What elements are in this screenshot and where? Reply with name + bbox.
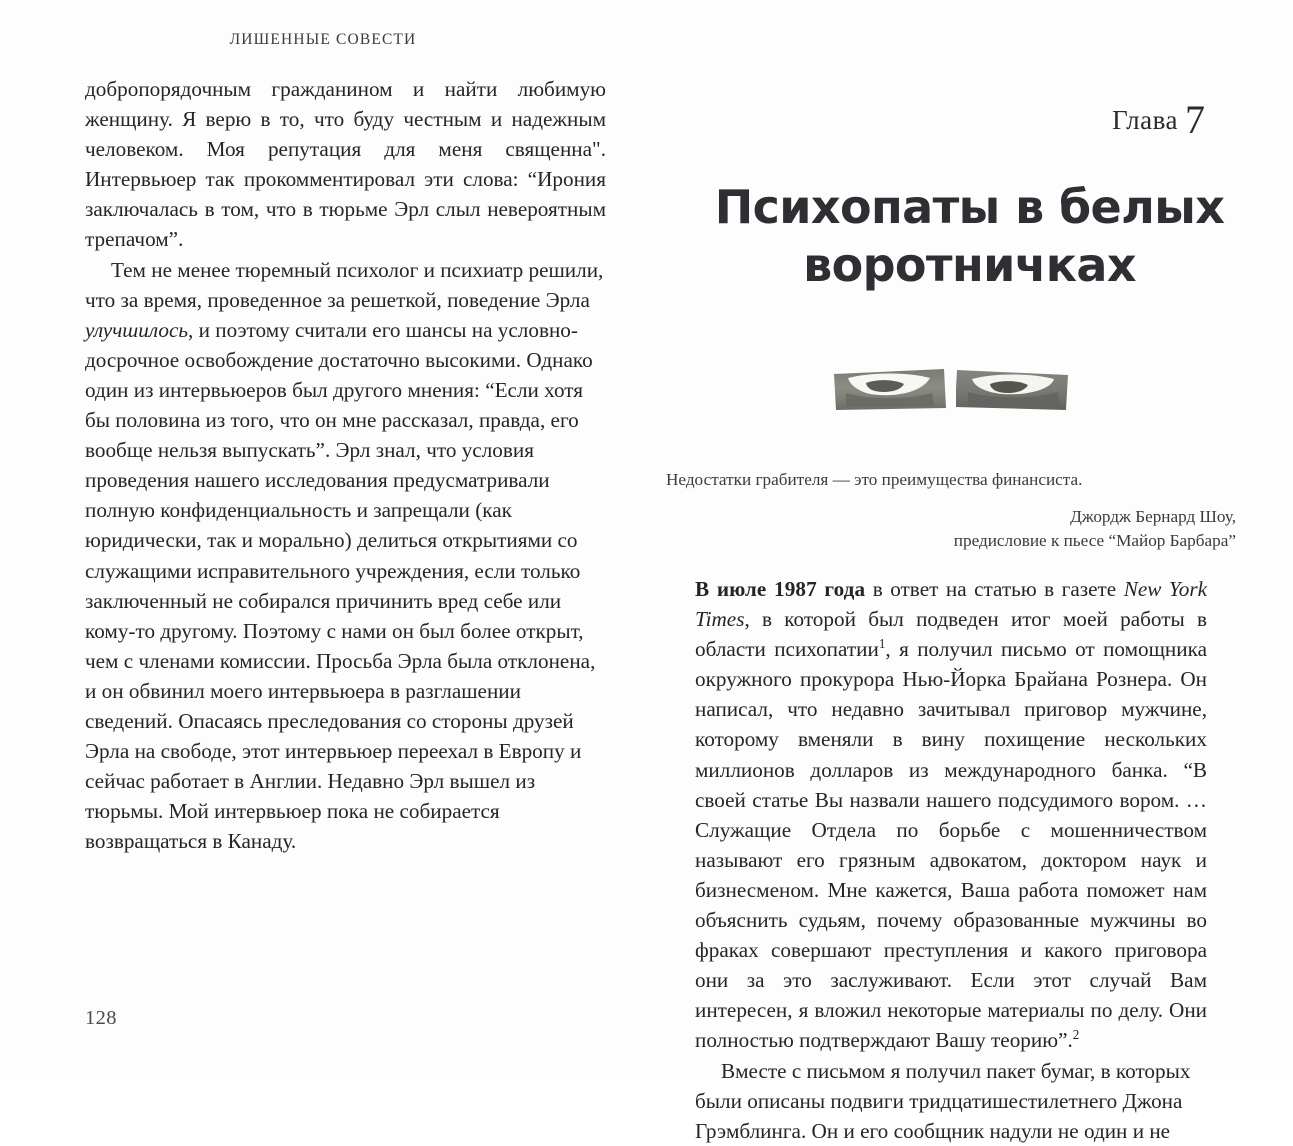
epigraph [666,468,1236,554]
body-text-2: , в которой был подведен итог моей работы в области психопатии [695,607,1207,662]
right-page [646,0,1293,1143]
epigraph-quote: Недостатки грабителя — это преимущества финансиста. [666,470,1083,489]
chapter-word: Глава [1112,105,1178,135]
page-number: 128 [85,1007,117,1029]
epigraph-attribution [666,505,1236,554]
body-text-4: Вместе с письмом я получил пакет бумаг, в которых были описаны подвиги тридцатишестилетнего Джона Грэмблинга. Он и его сообщник надули не один и не [695,1058,1191,1143]
emphasis-word: улучшилось [85,317,189,342]
footnote-marker-1: 1 [878,636,886,652]
chapter-title: Психопаты в белых воротничках [714,180,1225,292]
chapter-number: 7 [1185,97,1205,142]
epigraph-author: Джордж Бернард Шоу, [1070,506,1236,526]
eyes-halftone-image [830,366,1073,414]
left-column-body [85,74,606,856]
paragraph-text-rest: , и поэтому считали его шансы на условно-досрочное освобождение достаточно высокими. Однако один из интервьюеров был другого мнения: “Если хотя бы половина из того, что он мне рассказал, правда, его вообще нельзя выпускать”. Эрл знал, что условия проведения нашего исследования предусматривали полную конфиденциальность и запрещали (как юридически, так и морально) делиться открытиями со служащими исправительного учреждения, если только заключенный не собирался причинить вред себе или кому-то другому. Поэтому с нами он был более открыт, чем с членами комиссии. Просьба Эрла была отклонена, и он обвинил моего интервьюера в разглашении сведений. Опасаясь преследования со стороны друзей Эрла на свободе, этот интервьюер переехал в Европу и сейчас работает в Англии. Недавно Эрл вышел из тюрьмы. Мой интервьюер пока не собирается возвращаться в Канаду. [85,317,596,854]
body-text-1: в ответ на статью в газете [865,577,1124,601]
source-title: New York Times [695,577,1207,632]
footnote-marker-2: 2 [1072,1027,1080,1043]
lead-in-text: В июле 1987 года [695,577,866,601]
left-page [0,0,646,1080]
paragraph [695,574,1207,1056]
running-head: ЛИШЕННЫЕ СОВЕСТИ [229,31,417,48]
paragraph [85,74,606,255]
body-text-3: , я получил письмо от помощника окружного прокурора Нью-Йорка Брайана Рознера. Он написал, что недавно зачитывал приговор мужчине, которому вменяли в вину похищение нескольких миллионов долларов из международного банка. “В своей статье Вы назвали нашего подсудимого вором. … Служащие Отдела по борьбе с мошенничеством называют его грязным адвокатом, доктором наук и бизнесменом. Мне кажется, Ваша работа поможет нам объяснить судьям, почему образованные мужчины во фраках совершают преступления и какого приговора они за это заслуживают. Если этот случай Вам интересен, я вложил некоторые материалы по делу. Они полностью подтверждают Вашу теорию”. [695,637,1207,1053]
paragraph-text: добропорядочным гражданином и найти любимую женщину. Я верю в то, что буду честным и надежным человеком. Моя репутация для меня священна". Интервьюер так прокомментировал эти слова: “Ирония заключалась в том, что в тюрьме Эрл слыл невероятным трепачом”. [85,77,606,252]
paragraph-text-lead: Тем не менее тюремный психолог и психиатр решили, что за время, проведенное за решеткой, поведение Эрла [85,257,604,312]
paragraph [85,255,606,857]
paragraph [695,1056,1207,1146]
epigraph-source: предисловие к пьесе “Майор Барбара” [953,531,1236,550]
chapter-label [1112,96,1205,142]
right-column-body [695,574,1207,1146]
